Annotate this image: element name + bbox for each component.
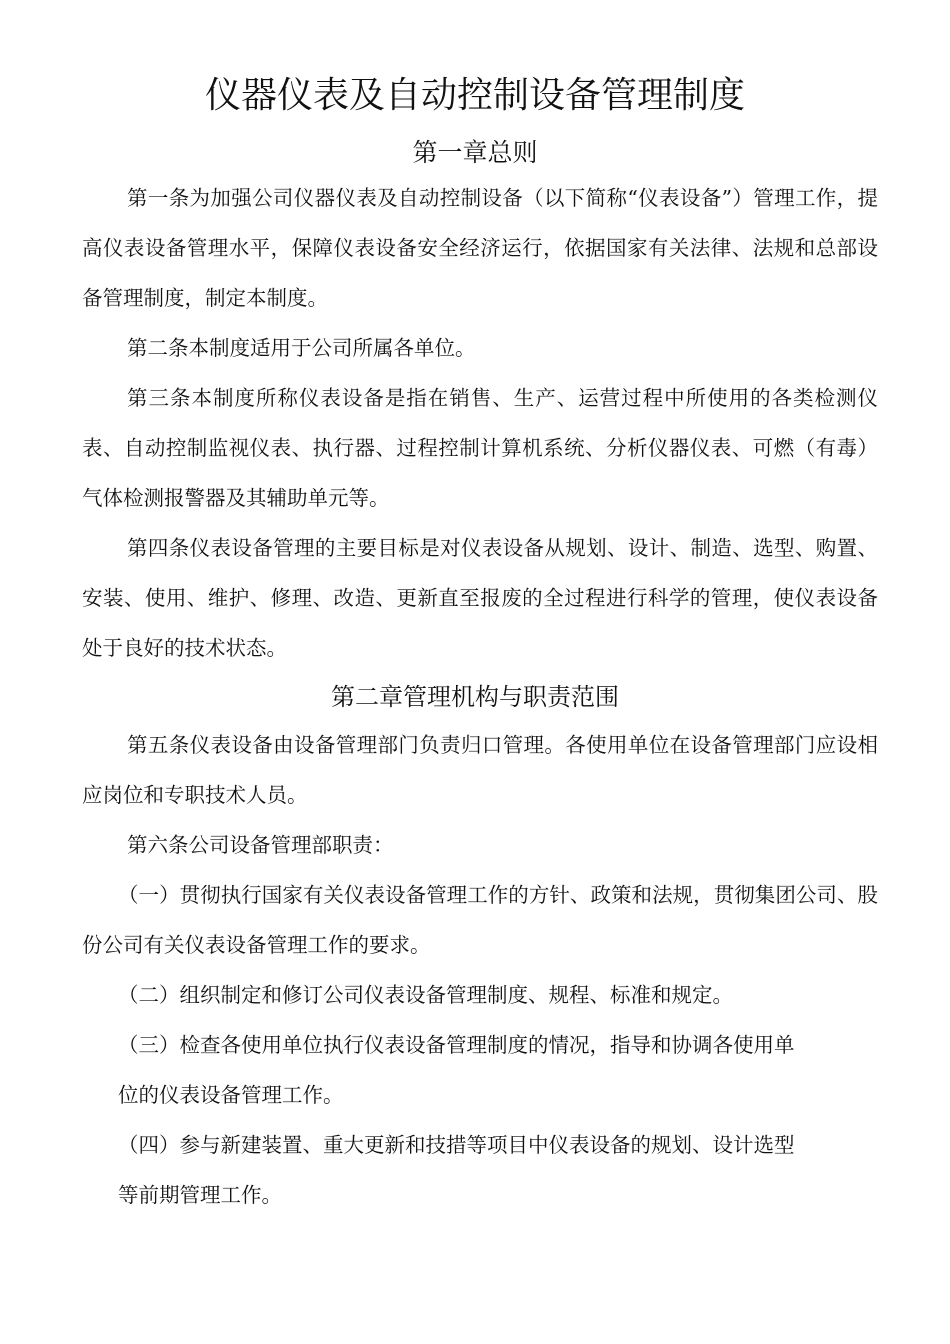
chapter-2-heading: 第二章管理机构与职责范围 — [331, 683, 619, 711]
duty-item-3-line-2: 位的仪表设备管理工作。 — [118, 1083, 344, 1107]
duty-item-3-line-1: （三）检查各使用单位执行仪表设备管理制度的情况，指导和协调各使用单 — [118, 1033, 795, 1057]
article-6: 第六条公司设备管理部职责： — [127, 833, 394, 857]
duty-item-1: （一）贯彻执行国家有关仪表设备管理工作的方针、政策和法规，贯彻集团公司、股份公司有关仪表设备管理工作的要求。 — [82, 883, 878, 957]
duty-item-4-line-2: 等前期管理工作。 — [118, 1183, 282, 1207]
article-3: 第三条本制度所称仪表设备是指在销售、生产、运营过程中所使用的各类检测仪表、自动控制监视仪表、执行器、过程控制计算机系统、分析仪器仪表、可燃（有毒）气体检测报警器及其辅助单元等。 — [82, 386, 878, 510]
duty-item-4 — [82, 1120, 878, 1220]
article-5: 第五条仪表设备由设备管理部门负责归口管理。各使用单位在设备管理部门应设相应岗位和专职技术人员。 — [82, 733, 878, 807]
duty-item-4-line-1: （四）参与新建装置、重大更新和技措等项目中仪表设备的规划、设计选型 — [118, 1133, 795, 1157]
article-1: 第一条为加强公司仪器仪表及自动控制设备（以下简称“仪表设备”）管理工作，提高仪表设备管理水平，保障仪表设备安全经济运行，依据国家有关法律、法规和总部设备管理制度，制定本制度。 — [82, 186, 878, 310]
article-4: 第四条仪表设备管理的主要目标是对仪表设备从规划、设计、制造、选型、购置、安装、使用、维护、修理、改造、更新直至报废的全过程进行科学的管理，使仪表设备处于良好的技术状态。 — [82, 536, 878, 660]
duty-item-3 — [82, 1020, 878, 1120]
article-2: 第二条本制度适用于公司所属各单位。 — [127, 336, 476, 360]
duty-item-2: （二）组织制定和修订公司仪表设备管理制度、规程、标准和规定。 — [118, 983, 733, 1007]
document-title: 仪器仪表及自动控制设备管理制度 — [204, 75, 745, 116]
chapter-1-heading: 第一章总则 — [412, 138, 538, 167]
